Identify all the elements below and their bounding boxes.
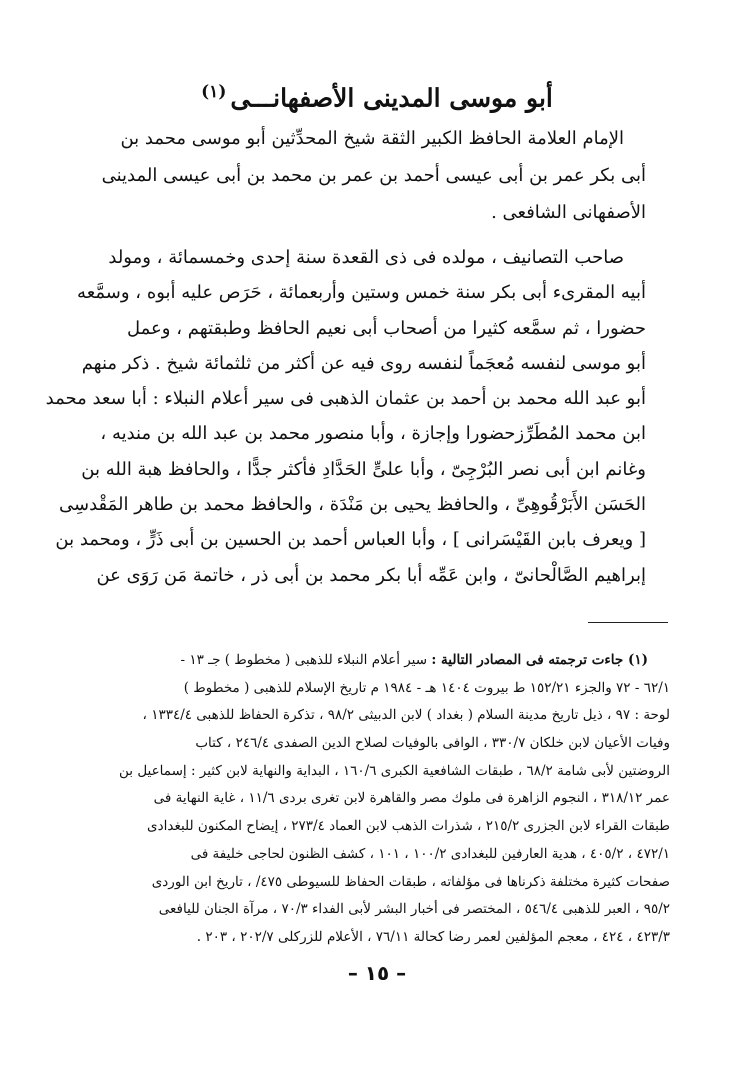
body-line: وغانم ابن أبى نصر البُرْجِىّ ، وأبا علىٍّ الحَدَّادِ فأكثر جدًّا ، والحافظ هبة الله بن (81, 458, 646, 480)
footnote-line: ٩٥/٢ ، العبر للذهبى ٥٤٦/٤ ، المختصر فى أخبار البشر لأبى الفداء ٧٠/٣ ، مرآة الجنان لليافعى (158, 901, 670, 918)
page-title (0, 72, 754, 118)
footnote-first-line-text: سير أعلام النبلاء للذهبى ( مخطوط ) جـ ١٣ - (180, 652, 432, 668)
page-number: – ١٥ – (347, 961, 407, 985)
body-line: أبو عبد الله محمد بن أحمد بن عثمان الذهبى فى سير أعلام النبلاء : أبا سعد محمد (45, 388, 646, 410)
body-line: أبو موسى لنفسه مُعجَماً لنفسه روى فيه عن أكثر من ثلثمائة شيخ . ذكر منهم (81, 352, 646, 374)
intro-line: الأصفهانى الشافعى . (491, 202, 646, 223)
footnote-block (84, 647, 670, 952)
footnote-line: ٤٧٢/١ ، ٤٠٥/٢ ، هدية العارفين للبغدادى ١٠٠/٢ ، ١٠١ ، كشف الظنون لحاجى خليفة فى (190, 845, 670, 862)
intro-line: أبى بكر عمر بن أبى عيسى أحمد بن عمر بن محمد بن أبى عيسى المدينى (101, 165, 646, 186)
body-line: أبيه المقرىء أبى بكر سنة خمس وستين وأربعمائة ، حَرَص عليه أبوه ، وسمَّعه (77, 282, 646, 304)
footnote-line: الروضتين لأبى شامة ٦٨/٢ ، طبقات الشافعية الكبرى ١٦٠/٦ ، البداية والنهاية لابن كثير : إسماعيل بن (119, 762, 670, 779)
footnote-line: طبقات القراء لابن الجزرى ٢١٥/٢ ، شذرات الذهب لابن العماد ٢٧٣/٤ ، إيضاح المكنون للبغدادى (147, 818, 670, 835)
main-paragraph (45, 240, 646, 593)
footnote-lead: (١) جاءت ترجمته فى المصادر التالية : (431, 652, 648, 668)
footnote-line (84, 647, 670, 675)
footnote-line: عمر ٣١٨/١٢ ، النجوم الزاهرة فى ملوك مصر والقاهرة لابن تغرى بردى ١١/٦ ، غاية النهاية فى (153, 790, 670, 807)
footnote-line: وفيات الأعيان لابن خلكان ٣٣٠/٧ ، الوافى بالوفيات لصلاح الدين الصفدى ٢٤٦/٤ ، كتاب (195, 735, 670, 752)
footnote-separator (588, 622, 668, 623)
intro-line: الإمام العلامة الحافظ الكبير الثقة شيخ المحدِّثين أبو موسى محمد بن (120, 128, 624, 149)
footnote-line: لوحة : ٩٧ ، ذيل تاريخ مدينة السلام ( بغداد ) لابن الدبيثى ٩٨/٢ ، تذكرة الحفاظ للذهبى ١٣٣٤/٤ ، (142, 707, 670, 724)
body-line: صاحب التصانيف ، مولده فى ذى القعدة سنة إحدى وخمسمائة ، ومولد (108, 247, 624, 268)
body-line: [ ويعرف بابن القَيْسَرانى ] ، وأبا العباس أحمد بن الحسين بن أبى ذَرٍّ ، ومحمد بن (55, 529, 646, 551)
footnote-line: ٦٢/١ - ٧٢ والجزء ١٥٢/٢١ ط بيروت ١٤٠٤ هـ - ١٩٨٤ م تاريخ الإسلام للذهبى ( مخطوط ) (183, 679, 670, 696)
title-text: أبو موسى المدينى الأصفهانـــى (230, 83, 553, 113)
title-footnote-ref: (١) (201, 82, 227, 102)
footnote-line: صفحات كثيرة مختلفة ذكرناها فى مؤلفاته ، طبقات الحفاظ للسيوطى ٤٧٥/ ، تاريخ ابن الوردى (151, 873, 670, 890)
body-line: ابن محمد المُطَرِّزحضورا وإجازة ، وأبا منصور محمد بن عبد الله بن منديه ، (100, 423, 646, 445)
intro-paragraph (101, 120, 646, 231)
body-line: إبراهيم الصَّالْحانىّ ، وابن عَمِّه أبا بكر محمد بن أبى ذر ، خاتمة مَن رَوَى عن (96, 564, 646, 586)
footnote-line: ٤٢٣/٣ ، ٤٢٤ ، معجم المؤلفين لعمر رضا كحالة ٧٦/١١ ، الأعلام للزركلى ٢٠٢/٧ ، ٢٠٣ . (196, 928, 670, 945)
body-line: حضورا ، ثم سمَّعه كثيرا من أصحاب أبى نعيم الحافظ وطبقتهم ، وعمل (127, 317, 646, 339)
body-line: الحَسَن الأَبَرْقُوهِىِّ ، والحافظ يحيى بن مَنْدَة ، والحافظ محمد بن طاهر المَقْدسِى (58, 494, 646, 516)
